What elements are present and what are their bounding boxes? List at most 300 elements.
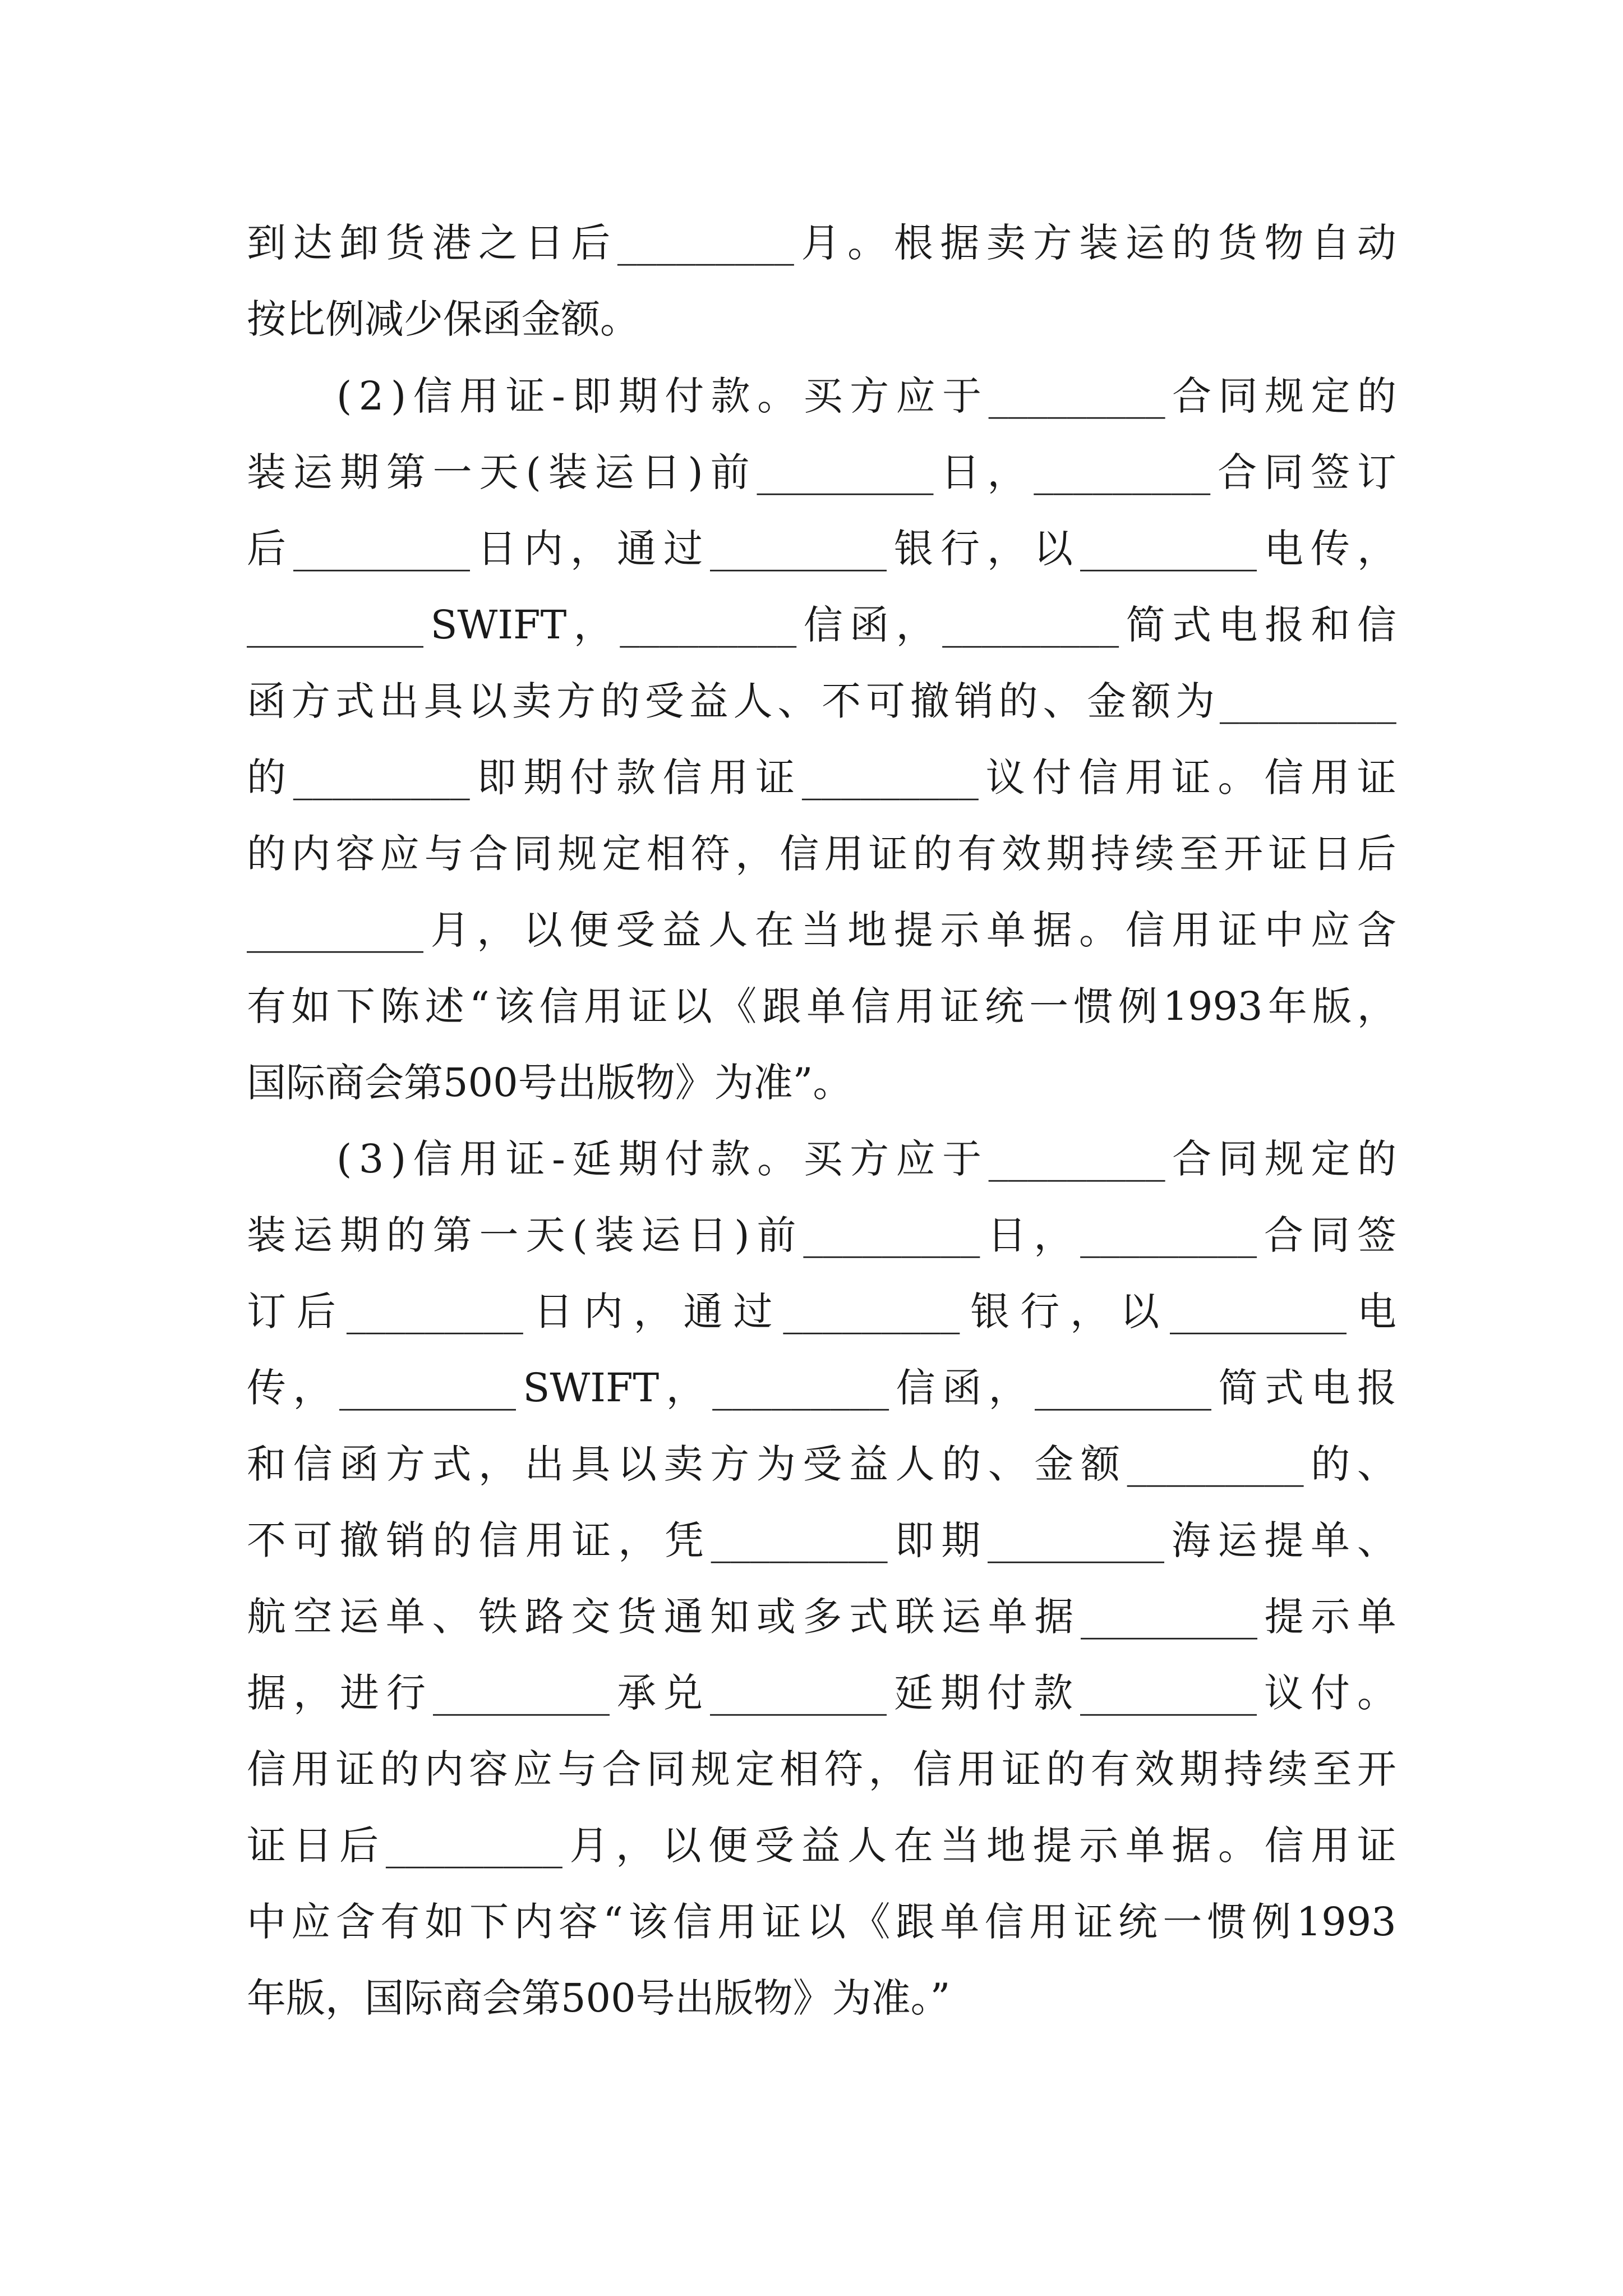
text-glyph: 装 xyxy=(1079,220,1119,266)
text-glyph: ) xyxy=(390,1136,407,1182)
text-glyph: 卖 xyxy=(512,678,552,724)
text-glyph: 陈 xyxy=(380,983,420,1029)
text-glyph: 惯 xyxy=(1207,1899,1247,1945)
text-glyph: 期 xyxy=(618,1136,658,1182)
text-glyph: 持 xyxy=(1090,831,1130,877)
text-glyph: 式 xyxy=(1264,1365,1304,1411)
text-glyph: 前 xyxy=(710,449,750,495)
text-line xyxy=(247,902,1396,958)
text-glyph: 后 xyxy=(1357,831,1396,877)
text-glyph: 证 xyxy=(505,373,545,419)
text-glyph: 提 xyxy=(1264,1517,1304,1563)
text-glyph: 函 xyxy=(942,1365,982,1411)
text-glyph: 含 xyxy=(335,1899,375,1945)
text-glyph: 提 xyxy=(1264,1594,1304,1640)
text-glyph: 函 xyxy=(247,678,286,724)
text-glyph: 用 xyxy=(291,1746,331,1792)
text-glyph: ， xyxy=(477,907,517,953)
text-glyph: ， xyxy=(987,526,1026,572)
text-glyph: 议 xyxy=(985,754,1025,800)
text-glyph: 即 xyxy=(477,754,517,800)
text-glyph: 、 xyxy=(432,1594,472,1640)
text-glyph: 期 xyxy=(940,1670,980,1716)
text-glyph: _________ xyxy=(987,1517,1164,1563)
text-glyph: 2 xyxy=(358,373,384,419)
text-line xyxy=(247,978,1396,1034)
text-glyph: 日 xyxy=(1312,831,1352,877)
text-glyph: 同 xyxy=(1310,1212,1350,1258)
text-glyph: 跟 xyxy=(762,983,801,1029)
text-glyph: 用 xyxy=(459,1136,499,1182)
text-glyph: 单 xyxy=(385,1594,425,1640)
text-glyph: 应 xyxy=(513,1746,553,1792)
text-glyph: 运 xyxy=(1125,220,1165,266)
text-glyph: 信 xyxy=(1264,1823,1304,1869)
text-glyph: ) xyxy=(734,1212,750,1258)
text-glyph: 应 xyxy=(380,831,419,877)
text-glyph: 同 xyxy=(1218,1136,1258,1182)
text-line xyxy=(247,597,1396,653)
text-glyph: 知 xyxy=(710,1594,750,1640)
text-glyph: 合 xyxy=(1172,373,1212,419)
text-glyph: 据 xyxy=(1032,907,1072,953)
text-glyph: 益 xyxy=(849,1441,888,1487)
text-glyph: 证 xyxy=(940,983,980,1029)
text-glyph: SWIFT xyxy=(523,1365,660,1411)
text-glyph: 《 xyxy=(717,983,757,1029)
text-glyph: 银 xyxy=(894,526,933,572)
text-glyph: ， xyxy=(987,449,1027,495)
text-glyph: 。 xyxy=(1218,1823,1257,1869)
text-glyph: 的 xyxy=(1357,1136,1396,1182)
text-glyph: 信 xyxy=(247,1746,286,1792)
text-glyph: 《 xyxy=(851,1899,891,1945)
text-glyph: _________ xyxy=(1034,449,1211,495)
text-glyph: 和 xyxy=(247,1441,286,1487)
text-glyph: 当 xyxy=(801,907,841,953)
text-glyph: 应 xyxy=(896,1136,935,1182)
text-glyph: 金 xyxy=(1087,678,1127,724)
text-glyph: ， xyxy=(293,1365,333,1411)
text-glyph: 函 xyxy=(339,1441,379,1487)
text-line: 年版，国际商会第500号出版物》为准。” xyxy=(247,1975,951,2021)
text-glyph: 、 xyxy=(1357,1517,1396,1563)
text-glyph: 的 xyxy=(1311,1441,1350,1487)
text-glyph: 函 xyxy=(850,602,889,648)
text-glyph: 信 xyxy=(1264,754,1304,800)
text-glyph: 、 xyxy=(777,678,817,724)
text-glyph: 报 xyxy=(1357,1365,1396,1411)
text-glyph: 信 xyxy=(1078,754,1118,800)
text-glyph: 信 xyxy=(1125,907,1165,953)
text-glyph: 式 xyxy=(335,678,375,724)
text-glyph: 出 xyxy=(524,1441,564,1487)
text-glyph: 以 xyxy=(617,1441,657,1487)
text-glyph: 日 xyxy=(533,1289,573,1335)
text-glyph: 即 xyxy=(895,1517,934,1563)
text-glyph: 后 xyxy=(296,1289,336,1335)
text-glyph: 装 xyxy=(247,449,286,495)
text-glyph: 不 xyxy=(247,1517,286,1563)
text-glyph: 证 xyxy=(1002,1746,1041,1792)
text-glyph: 运 xyxy=(641,1212,681,1258)
text-glyph: ， xyxy=(1357,983,1396,1029)
text-glyph: 后 xyxy=(571,220,611,266)
text-glyph: 跟 xyxy=(895,1899,935,1945)
text-line xyxy=(247,521,1396,577)
text-glyph: 方 xyxy=(850,373,889,419)
text-glyph: 信 xyxy=(780,831,819,877)
text-glyph: _________ xyxy=(757,449,934,495)
text-glyph: “ xyxy=(603,1899,624,1945)
text-glyph: ， xyxy=(478,1441,518,1487)
text-glyph: 证 xyxy=(335,1746,375,1792)
text-glyph: 信 xyxy=(896,1365,935,1411)
text-glyph: _________ xyxy=(988,373,1165,419)
text-glyph: 前 xyxy=(757,1212,796,1258)
text-glyph: 、 xyxy=(1043,678,1082,724)
text-glyph: 以 xyxy=(806,1899,846,1945)
text-glyph: 的 xyxy=(247,831,286,877)
text-glyph: ， xyxy=(868,1746,908,1792)
text-glyph: 内 xyxy=(583,1289,623,1335)
text-glyph: 运 xyxy=(293,1212,333,1258)
text-glyph: 中 xyxy=(1264,907,1304,953)
text-glyph: 用 xyxy=(1029,1899,1069,1945)
text-glyph: 用 xyxy=(709,754,749,800)
text-glyph: 航 xyxy=(247,1594,286,1640)
text-glyph: 日 xyxy=(940,449,980,495)
text-glyph: 受 xyxy=(754,1823,794,1869)
text-glyph: 证 xyxy=(1218,907,1257,953)
text-glyph: 联 xyxy=(895,1594,935,1640)
text-glyph: ， xyxy=(633,1289,673,1335)
text-glyph: 同 xyxy=(646,1746,686,1792)
text-glyph: 用 xyxy=(1311,754,1350,800)
text-glyph: 的 xyxy=(998,678,1038,724)
text-glyph: 销 xyxy=(954,678,994,724)
text-glyph: 进 xyxy=(340,1670,379,1716)
text-glyph: 于 xyxy=(942,1136,982,1182)
text-glyph: 至 xyxy=(1312,1746,1352,1792)
text-glyph: 的 xyxy=(1172,220,1211,266)
text-glyph: 规 xyxy=(557,831,597,877)
text-glyph: 兑 xyxy=(663,1670,703,1716)
text-glyph: 以 xyxy=(1034,526,1073,572)
text-glyph: ) xyxy=(390,373,407,419)
text-glyph: ( xyxy=(572,1212,588,1258)
text-glyph: _________ xyxy=(385,1823,562,1869)
text-glyph: 延 xyxy=(894,1670,933,1716)
text-glyph: 证 xyxy=(1268,831,1308,877)
text-glyph: 含 xyxy=(1357,907,1396,953)
text-glyph: _________ xyxy=(942,602,1119,648)
text-glyph: 装 xyxy=(594,1212,634,1258)
text-glyph: 简 xyxy=(1218,1365,1258,1411)
text-glyph: 、 xyxy=(988,1441,1027,1487)
text-glyph: 人 xyxy=(733,678,773,724)
text-glyph: _________ xyxy=(711,1517,888,1563)
text-glyph: 下 xyxy=(469,1899,509,1945)
text-glyph: ， xyxy=(666,1365,706,1411)
text-glyph: 受 xyxy=(644,678,684,724)
text-glyph: 单 xyxy=(988,1594,1027,1640)
text-glyph: 有 xyxy=(380,1899,420,1945)
text-line xyxy=(336,368,1396,424)
text-glyph: 定 xyxy=(735,1746,775,1792)
text-glyph: 天 xyxy=(479,449,519,495)
text-glyph: 持 xyxy=(1224,1746,1264,1792)
text-glyph: 证 xyxy=(762,1899,801,1945)
text-glyph: 式 xyxy=(1172,602,1212,648)
text-glyph: _________ xyxy=(801,754,979,800)
text-glyph: 物 xyxy=(1264,220,1304,266)
text-glyph: _________ xyxy=(293,754,470,800)
text-glyph: 规 xyxy=(1265,1136,1304,1182)
text-glyph: _________ xyxy=(988,1136,1165,1182)
text-glyph: 付 xyxy=(665,1136,704,1182)
text-glyph: 期 xyxy=(523,754,563,800)
text-glyph: 期 xyxy=(1179,1746,1219,1792)
text-glyph: - xyxy=(552,373,565,419)
text-glyph: 受 xyxy=(616,907,656,953)
text-glyph: 卖 xyxy=(986,220,1026,266)
text-glyph: 运 xyxy=(594,449,634,495)
text-glyph: 以 xyxy=(672,983,712,1029)
text-glyph: 合 xyxy=(602,1746,642,1792)
text-glyph: 如 xyxy=(291,983,331,1029)
text-line xyxy=(247,215,1396,271)
text-glyph: 延 xyxy=(572,1136,612,1182)
text-glyph: 相 xyxy=(780,1746,819,1792)
text-glyph: 期 xyxy=(339,1212,379,1258)
text-glyph: _________ xyxy=(346,1289,523,1335)
text-glyph: 用 xyxy=(895,983,935,1029)
text-glyph: 凭 xyxy=(664,1517,704,1563)
text-glyph: 行 xyxy=(1020,1289,1060,1335)
text-glyph: 期 xyxy=(941,1517,981,1563)
text-glyph: _________ xyxy=(1169,1289,1347,1335)
text-glyph: 撤 xyxy=(910,678,949,724)
text-line xyxy=(247,749,1396,806)
text-glyph: ， xyxy=(1070,1289,1110,1335)
text-glyph: SWIFT xyxy=(430,602,567,648)
text-glyph: 规 xyxy=(1265,373,1304,419)
text-glyph: 证 xyxy=(571,1517,611,1563)
text-glyph: 符 xyxy=(824,1746,864,1792)
text-glyph: 地 xyxy=(986,1823,1026,1869)
text-glyph: 的 xyxy=(600,678,640,724)
text-glyph: ( xyxy=(525,449,541,495)
text-line xyxy=(247,1665,1396,1721)
text-glyph: 开 xyxy=(1357,1746,1396,1792)
text-glyph: 中 xyxy=(247,1899,286,1945)
text-glyph: ， xyxy=(735,831,775,877)
text-glyph: 版 xyxy=(1312,983,1352,1029)
text-glyph: 订 xyxy=(1357,449,1396,495)
text-glyph: 式 xyxy=(849,1594,888,1640)
text-glyph: 于 xyxy=(942,373,982,419)
text-glyph: 期 xyxy=(618,373,658,419)
text-glyph: 具 xyxy=(571,1441,611,1487)
text-glyph: 付 xyxy=(987,1670,1026,1716)
text-line xyxy=(247,444,1396,500)
text-glyph: 效 xyxy=(1002,831,1041,877)
text-glyph: 路 xyxy=(524,1594,564,1640)
text-glyph: 述 xyxy=(425,983,464,1029)
text-glyph: 运 xyxy=(1218,1517,1257,1563)
text-glyph: 用 xyxy=(957,1746,997,1792)
text-glyph: 用 xyxy=(584,983,624,1029)
text-glyph: 单 xyxy=(1357,1594,1396,1640)
text-glyph: 单 xyxy=(940,1899,980,1945)
text-glyph: 过 xyxy=(733,1289,773,1335)
text-glyph: _________ xyxy=(1080,1212,1257,1258)
text-glyph: 铁 xyxy=(478,1594,518,1640)
text-glyph: ( xyxy=(336,1136,352,1182)
text-glyph: 签 xyxy=(1310,449,1350,495)
text-glyph: 。 xyxy=(757,1136,797,1182)
text-glyph: 后 xyxy=(247,526,286,572)
text-glyph: 可 xyxy=(866,678,906,724)
text-line: 按比例减少保函金额。 xyxy=(247,296,639,342)
text-glyph: 该 xyxy=(628,1899,668,1945)
text-glyph: 订 xyxy=(247,1289,286,1335)
text-glyph: 效 xyxy=(1135,1746,1174,1792)
text-glyph: 日 xyxy=(293,1823,333,1869)
text-glyph: 提 xyxy=(1032,1823,1072,1869)
text-line xyxy=(247,1589,1396,1645)
text-glyph: 信 xyxy=(803,602,843,648)
text-glyph: 通 xyxy=(663,1594,703,1640)
text-glyph: 受 xyxy=(803,1441,842,1487)
text-glyph: 开 xyxy=(1224,831,1264,877)
text-glyph: 人 xyxy=(708,907,748,953)
text-glyph: 。 xyxy=(1079,907,1119,953)
text-glyph: 日 xyxy=(477,526,517,572)
text-glyph: 年 xyxy=(1267,983,1307,1029)
text-line xyxy=(247,1818,1396,1874)
text-glyph: 有 xyxy=(1090,1746,1130,1792)
text-glyph: 以 xyxy=(1120,1289,1160,1335)
text-glyph: 应 xyxy=(1311,907,1350,953)
text-glyph: 具 xyxy=(423,678,463,724)
text-glyph: 容 xyxy=(468,1746,508,1792)
text-glyph: 到 xyxy=(247,220,286,266)
text-glyph: 续 xyxy=(1268,1746,1308,1792)
text-glyph: ， xyxy=(293,1670,333,1716)
text-glyph: ， xyxy=(616,1823,656,1869)
text-glyph: 方 xyxy=(291,678,330,724)
text-glyph: 至 xyxy=(1179,831,1219,877)
text-glyph: 规 xyxy=(690,1746,730,1792)
text-glyph: 用 xyxy=(1172,907,1211,953)
text-glyph: 证 xyxy=(247,1823,286,1869)
text-glyph: 统 xyxy=(984,983,1024,1029)
text-glyph: 第 xyxy=(432,1212,472,1258)
text-glyph: 的 xyxy=(386,1212,426,1258)
text-glyph: _________ xyxy=(293,526,470,572)
text-glyph: 证 xyxy=(1357,754,1396,800)
text-glyph: 简 xyxy=(1126,602,1165,648)
text-glyph: 信 xyxy=(1357,602,1396,648)
text-glyph: 益 xyxy=(662,907,702,953)
text-glyph: 下 xyxy=(335,983,375,1029)
text-glyph: 方 xyxy=(710,1441,750,1487)
text-glyph: 用 xyxy=(1124,754,1164,800)
text-glyph: 用 xyxy=(824,831,864,877)
text-glyph: 过 xyxy=(663,526,703,572)
text-glyph: 为 xyxy=(1175,678,1215,724)
text-glyph: 3 xyxy=(358,1136,384,1182)
text-glyph: 人 xyxy=(847,1823,887,1869)
text-glyph: 的 xyxy=(380,1746,419,1792)
text-glyph: 当 xyxy=(940,1823,980,1869)
text-glyph: - xyxy=(552,1136,565,1182)
text-glyph: 付 xyxy=(1311,1670,1350,1716)
text-glyph: 定 xyxy=(1311,1136,1350,1182)
text-glyph: 用 xyxy=(459,373,499,419)
text-glyph: 的 xyxy=(432,1517,472,1563)
text-glyph: 提 xyxy=(893,907,933,953)
text-glyph: 第 xyxy=(386,449,426,495)
text-glyph: 1993 xyxy=(1296,1899,1396,1945)
text-glyph: 定 xyxy=(602,831,642,877)
text-glyph: 自 xyxy=(1311,220,1350,266)
text-glyph: 额 xyxy=(1080,1441,1120,1487)
text-glyph: 有 xyxy=(957,831,997,877)
text-glyph: 。 xyxy=(1357,1670,1396,1716)
text-glyph: ) xyxy=(688,449,703,495)
text-glyph: 信 xyxy=(413,1136,453,1182)
text-glyph: 证 xyxy=(505,1136,545,1182)
text-glyph: 信 xyxy=(662,754,702,800)
text-glyph: _________ xyxy=(1219,678,1396,724)
text-glyph: 信 xyxy=(478,1517,518,1563)
text-glyph: _________ xyxy=(617,220,794,266)
text-glyph: 方 xyxy=(1032,220,1072,266)
text-glyph: 相 xyxy=(646,831,686,877)
text-glyph: 的 xyxy=(1046,1746,1086,1792)
text-glyph: 买 xyxy=(803,1136,843,1182)
text-glyph: 方 xyxy=(385,1441,425,1487)
text-glyph: 人 xyxy=(895,1441,935,1487)
text-glyph: 款 xyxy=(711,373,750,419)
text-glyph: 银 xyxy=(970,1289,1010,1335)
text-glyph: 例 xyxy=(1118,983,1158,1029)
text-glyph: 期 xyxy=(1046,831,1086,877)
text-glyph: 日 xyxy=(688,1212,727,1258)
text-line xyxy=(247,1360,1396,1416)
text-glyph: 据 xyxy=(247,1670,286,1716)
text-line xyxy=(247,1436,1396,1492)
text-glyph: 一 xyxy=(1029,983,1069,1029)
text-glyph: 以 xyxy=(468,678,508,724)
text-glyph: ， xyxy=(988,1365,1028,1411)
text-glyph: 撤 xyxy=(339,1517,379,1563)
text-glyph: 、 xyxy=(1357,1441,1396,1487)
text-glyph: 单 xyxy=(1311,1517,1350,1563)
text-glyph: 用 xyxy=(525,1517,565,1563)
text-glyph: 款 xyxy=(1034,1670,1073,1716)
text-glyph: 内 xyxy=(291,831,331,877)
text-glyph: 多 xyxy=(803,1594,842,1640)
text-glyph: 交 xyxy=(571,1594,611,1640)
text-glyph: 证 xyxy=(1357,1823,1396,1869)
text-line xyxy=(247,1741,1396,1797)
text-glyph: 同 xyxy=(513,831,553,877)
text-glyph: 信 xyxy=(293,1441,333,1487)
